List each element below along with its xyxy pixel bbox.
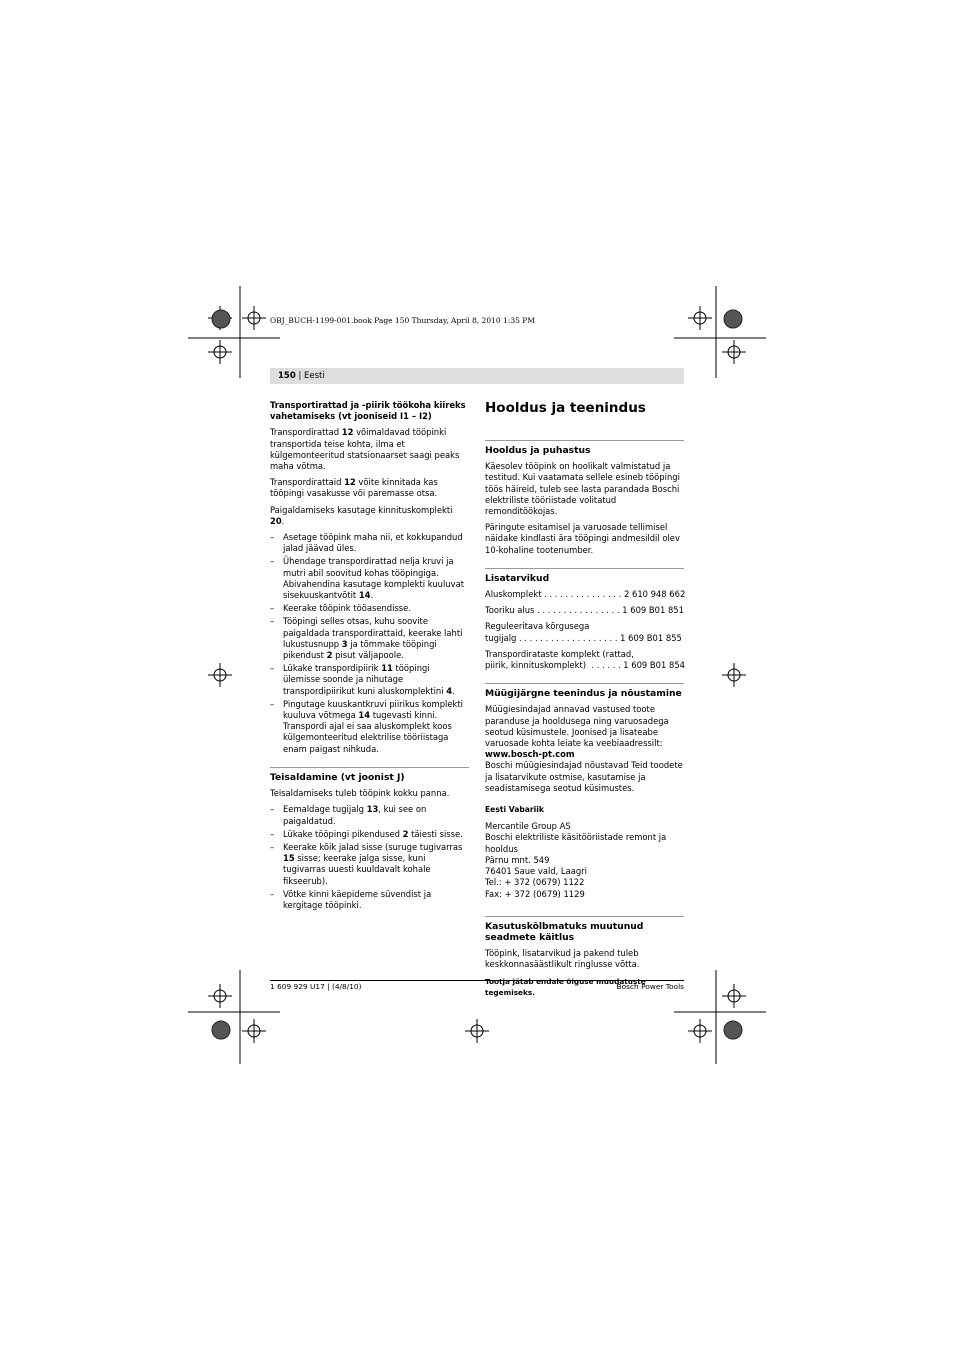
paragraph: Transpordirattad 12 võimaldavad tööpinki transportida teise kohta, ilma et külgemonteeritud statsionaarset saagi peaks maha võtma. (270, 427, 460, 472)
crosshair-mark (465, 1019, 489, 1043)
crosshair-mark (722, 663, 746, 687)
instruction-list (270, 532, 469, 755)
left-column (270, 400, 469, 917)
list-item: – Eemaldage tugijalg 13, kui see on paigaldatud. (270, 804, 469, 826)
running-head (270, 368, 684, 384)
list-item: – Lükake transpordipiirik 11 tööpingi ülemisse soonde ja nihutage transpordipiirikut kuni aluskomplektini 4. (270, 663, 469, 697)
paragraph: Paigaldamiseks kasutage kinnituskomplekti 20. (270, 504, 453, 526)
paragraph: Tööpink, lisatarvikud ja pakend tuleb keskkonnasäästlikult ringlusse võtta. (485, 948, 640, 970)
registration-disk (212, 1021, 230, 1039)
heading-maintenance-service: Hooldus ja teenindus (485, 400, 646, 416)
list-item: – Võtke kinni käepideme süvendist ja kergitage tööpinki. (270, 889, 469, 911)
crosshair-mark (722, 984, 746, 1008)
crosshair-mark (722, 340, 746, 364)
list-item: – Keerake kõik jalad sisse (suruge tugivarras 15 sisse; keerake jalga sisse, kuni tugivarras uuesti kuuldavalt kohale fikseerub). (270, 842, 469, 887)
list-item: – Lükake tööpingi pikendused 2 täiesti sisse. (270, 829, 469, 840)
accessory-item: Transpordirataste komplekt (rattad, piirik, kinnituskomplekt) . . . . . . 1 609 B01 854 (485, 648, 685, 671)
page-number: 150 (278, 371, 296, 381)
heading-country: Eesti Vabariik (485, 805, 544, 815)
list-item: – Tööpingi selles otsas, kuhu soovite paigaldada transpordirattaid, keerake lahti lukustusnupp 3 ja tõmmake tööpingi pikendust 2 pisut väljapoole. (270, 616, 469, 661)
heading-maintenance-cleaning: Hooldus ja puhastus (485, 440, 684, 456)
heading-disposal: Kasutuskõlbmatuks muutunud seadmete käitlus (485, 916, 684, 943)
registration-disk (724, 310, 742, 328)
registration-disk (724, 1021, 742, 1039)
crosshair-mark (242, 306, 266, 330)
registration-disk (212, 310, 230, 328)
paragraph: Transpordirattaid 12 võite kinnitada kas tööpingi vasakusse või paremasse otsa. (270, 477, 438, 499)
heading-transport-wheels: Transportirattad ja -piirik töökoha kiireks vahetamiseks (vt jooniseid I1 – I2) (270, 400, 466, 422)
footer-right: Bosch Power Tools (616, 982, 684, 991)
accessory-item: Tooriku alus . . . . . . . . . . . . . . . . 1 609 B01 851 (485, 605, 684, 616)
crosshair-mark (208, 663, 232, 687)
crosshair-mark (688, 1019, 712, 1043)
list-item: – Pingutage kuuskantkruvi piirikus komplekti kuuluva võtmega 14 tugevasti kinni. Transpordi ajal ei saa aluskomplekt koos külgemonteeritud elektrilise tööriistaga enam paigast nihkuda. (270, 699, 469, 755)
heading-moving: Teisaldamine (vt joonist J) (270, 767, 469, 783)
instruction-list (270, 804, 469, 911)
heading-after-sales: Müügijärgne teenindus ja nõustamine (485, 683, 684, 699)
list-item: – Ühendage transpordirattad nelja kruvi ja mutri abil soovitud kohas tööpingiga. Abivahendina kasutage komplekti kuuluvat sisekuuskantvõtit 14. (270, 556, 469, 601)
list-item: – Keerake tööpink tööasendisse. (270, 603, 469, 614)
paragraph: Teisaldamiseks tuleb tööpink kokku panna. (270, 788, 450, 799)
paragraph: Müügiesindajad annavad vastused toote paranduse ja hooldusega ning varuosadega seotud küsimustele. Joonised ja lisateabe varuosade kohta leiate ka veebiaadressilt: www.bosch-pt.com Boschi müügiesindajad nõustavad Teid toodete ja lisatarvikute ostmise, kasutamise ja seadistamisega seotud küsimustes. (485, 704, 683, 793)
disclaimer-note: Tootja jätab endale õiguse muudatuste tegemiseks. (485, 976, 646, 997)
website-url: www.bosch-pt.com (485, 749, 575, 760)
running-head-language: Eesti (304, 371, 325, 381)
print-header: OBJ_BUCH-1199-001.book Page 150 Thursday, April 8, 2010 1:35 PM (270, 316, 535, 325)
accessory-item: Aluskomplekt . . . . . . . . . . . . . . . 2 610 948 662 (485, 589, 686, 600)
crosshair-mark (242, 1019, 266, 1043)
paragraph: Päringute esitamisel ja varuosade tellimisel näidake kindlasti ära tööpingi andmesildil olev 10-kohaline tootenumber. (485, 522, 680, 555)
crosshair-mark (688, 306, 712, 330)
accessory-item: Reguleeritava kõrgusega tugijalg . . . . . . . . . . . . . . . . . . . 1 609 B01 855 (485, 621, 682, 643)
paragraph: Käesolev tööpink on hoolikalt valmistatud ja testitud. Kui vaatamata sellele esineb tööpingi töös häireid, tuleb see lasta parandada Boschi elektriliste tööriistade volitatud remonditöökojas. (485, 461, 680, 517)
footer-left: 1 609 929 U17 | (4/8/10) (270, 982, 362, 991)
address-block: Mercantile Group AS Boschi elektriliste käsitööriistade remont ja hooldus Pärnu mnt. 549 76401 Saue vald, Laagri Tel.: + 372 (0679) 1122 Fax: + 372 (0679) 1129 (485, 821, 667, 899)
footer-rule (270, 980, 684, 981)
heading-accessories: Lisatarvikud (485, 568, 684, 584)
right-column (485, 400, 684, 1003)
running-head-separator: | (295, 371, 305, 381)
crosshair-mark (208, 984, 232, 1008)
crosshair-mark (208, 340, 232, 364)
list-item: – Asetage tööpink maha nii, et kokkupandud jalad jäävad üles. (270, 532, 469, 554)
